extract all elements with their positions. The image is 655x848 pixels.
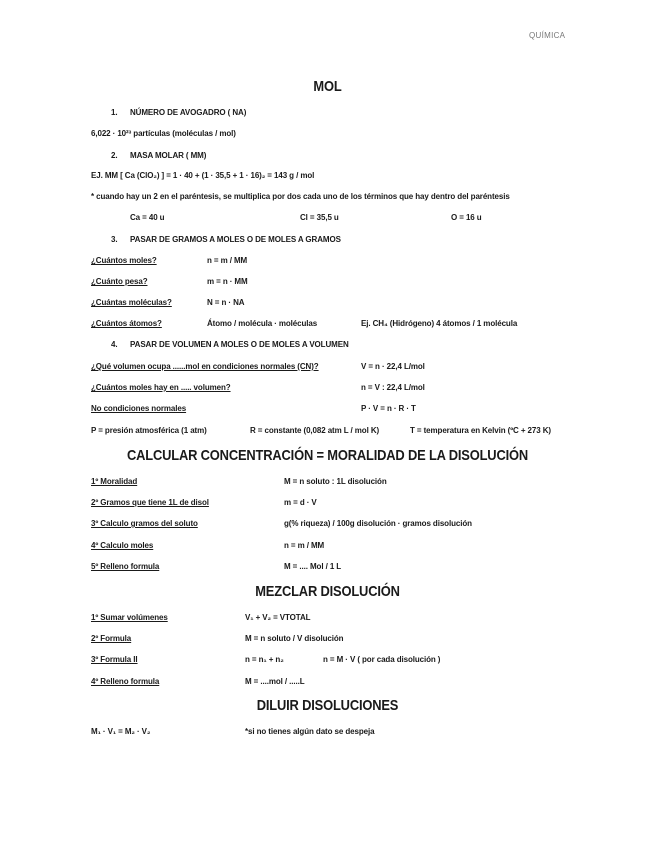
conc-step-2: 2º Gramos que tiene 1L de disol (91, 498, 209, 507)
header-label: QUÍMICA (529, 31, 566, 40)
conc-step-4-formula: n = m / MM (284, 541, 325, 550)
formula-volume: V = n · 22,4 L/mol (361, 362, 425, 371)
section-1-title: NÚMERO DE AVOGADRO ( NA) (130, 108, 247, 117)
atoms-example: Ej. CH₄ (Hidrógeno) 4 átomos / 1 molécula (361, 319, 518, 328)
conc-step-1: 1º Moralidad (91, 477, 138, 486)
section-1-number: 1. (111, 108, 118, 117)
mix-step-1: 1º Sumar volúmenes (91, 613, 168, 622)
question-volume: ¿Qué volumen ocupa ......mol en condiciones normales (CN)? (91, 362, 319, 371)
constant-definition: R = constante (0,082 atm L / mol K) (250, 426, 380, 435)
temperature-definition: T = temperatura en Kelvin (ºC + 273 K) (410, 426, 551, 435)
conc-step-2-formula: m = d · V (284, 498, 317, 507)
conc-step-1-formula: M = n soluto : 1L disolución (284, 477, 387, 486)
parenthesis-note: * cuando hay un 2 en el paréntesis, se multiplica por dos cada uno de los términos que hay dentro del paréntesis (91, 192, 510, 201)
chlorine-mass: Cl = 35,5 u (300, 213, 339, 222)
section-3-number: 3. (111, 235, 118, 244)
mix-title: MEZCLAR DISOLUCIÓN (255, 583, 400, 600)
question-mass: ¿Cuánto pesa? (91, 277, 148, 286)
mix-step-2: 2º Formula (91, 634, 132, 643)
formula-molecules: N = n · NA (207, 298, 245, 307)
mix-step-3-formula: n = n₁ + n₂ (245, 655, 284, 664)
conc-step-5-formula: M = .... Mol / 1 L (284, 562, 342, 571)
formula-mass: m = n · MM (207, 277, 248, 286)
avogadro-number: 6,022 · 10²³ partículas (moléculas / mol) (91, 129, 236, 138)
conc-step-4: 4º Calculo moles (91, 541, 154, 550)
calcium-mass: Ca = 40 u (130, 213, 165, 222)
question-moles: ¿Cuántos moles? (91, 256, 157, 265)
mix-step-4: 4º Relleno formula (91, 677, 160, 686)
mix-step-3: 3º Formula II (91, 655, 138, 664)
formula-atoms: Átomo / molécula · moléculas (207, 319, 318, 328)
oxygen-mass: O = 16 u (451, 213, 482, 222)
conc-step-5: 5º Relleno formula (91, 562, 160, 571)
section-3-title: PASAR DE GRAMOS A MOLES O DE MOLES A GRAMOS (130, 235, 341, 244)
mix-step-3-formula-b: n = M · V ( por cada disolución ) (323, 655, 441, 664)
dilution-note: *si no tienes algún dato se despeja (245, 727, 375, 736)
section-4-number: 4. (111, 340, 118, 349)
conc-step-3: 3º Calculo gramos del soluto (91, 519, 198, 528)
section-4-title: PASAR DE VOLUMEN A MOLES O DE MOLES A VOLUMEN (130, 340, 349, 349)
formula-moles: n = m / MM (207, 256, 248, 265)
non-normal-conditions: No condiciones normales (91, 404, 187, 413)
question-moles-volume: ¿Cuántos moles hay en ..... volumen? (91, 383, 231, 392)
question-molecules: ¿Cuántas moléculas? (91, 298, 172, 307)
dilute-title: DILUIR DISOLUCIONES (256, 697, 399, 714)
molar-mass-example: EJ. MM [ Ca (ClO₂) ] = 1 · 40 + (1 · 35,5 + 1 · 16)₂ = 143 g / mol (91, 171, 315, 180)
formula-moles-volume: n = V : 22,4 L/mol (361, 383, 425, 392)
pressure-definition: P = presión atmosférica (1 atm) (91, 426, 207, 435)
mix-step-2-formula: M = n soluto / V disolución (245, 634, 344, 643)
section-2-number: 2. (111, 151, 118, 160)
dilution-formula: M₁ · V₁ = M₂ · V₂ (91, 727, 151, 736)
question-atoms: ¿Cuántos átomos? (91, 319, 162, 328)
mol-title: MOL (313, 78, 342, 95)
section-2-title: MASA MOLAR ( MM) (130, 151, 207, 160)
concentration-title: CALCULAR CONCENTRACIÓN = MORALIDAD DE LA DISOLUCIÓN (126, 447, 529, 464)
mix-step-1-formula: V₁ + V₂ = VTOTAL (245, 613, 311, 622)
conc-step-3-formula: g(% riqueza) / 100g disolución · gramos disolución (284, 519, 472, 528)
ideal-gas-formula: P · V = n · R · T (361, 404, 416, 413)
mix-step-4-formula: M = ....mol / .....L (245, 677, 305, 686)
